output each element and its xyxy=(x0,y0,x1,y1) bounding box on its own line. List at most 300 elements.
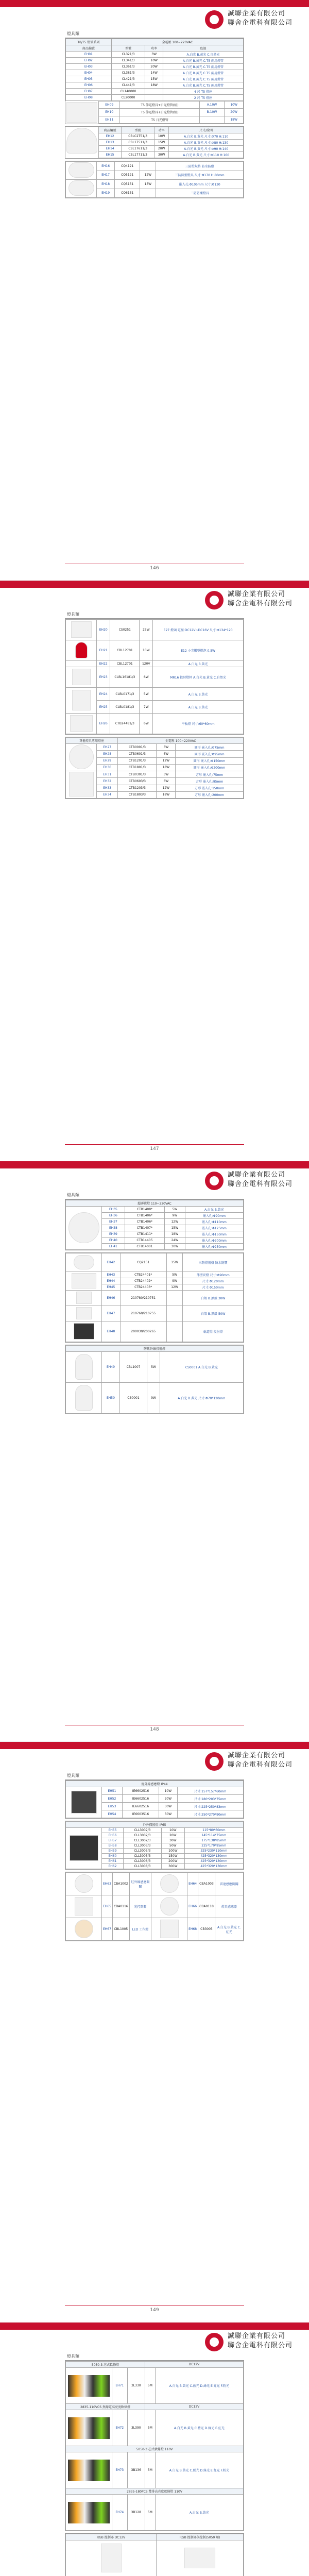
spec: A.白光 B.黃光 尺寸:Φ90 H:140 xyxy=(169,146,244,152)
table-row xyxy=(66,744,244,751)
spec: 三防燈規格 防水防塵 xyxy=(156,162,244,171)
product-code: EH15 xyxy=(99,152,122,158)
model: CLL3005/3 xyxy=(123,1854,161,1859)
model: CTB14001 xyxy=(125,1244,164,1250)
spec: 2 尺 T5 燈座 xyxy=(163,95,243,101)
product-code: EH18 xyxy=(97,180,115,189)
power xyxy=(166,1321,183,1342)
model: CL341/3 xyxy=(111,58,145,64)
model: CTB0301/3 xyxy=(118,771,157,778)
model: CTB0001/3 xyxy=(118,744,157,751)
power: 15W xyxy=(145,76,163,82)
t8-table xyxy=(98,101,244,124)
product-code: EH17 xyxy=(97,171,115,180)
catalog-content xyxy=(65,1772,244,2292)
power: 18W xyxy=(157,791,176,798)
power: 10W xyxy=(161,1828,184,1833)
strip-image xyxy=(68,2460,110,2481)
flood-block xyxy=(65,1821,244,1870)
spec: 三防圓型燈具 尺寸:Φ170 H:80mm xyxy=(156,171,244,180)
table-row xyxy=(66,771,244,778)
catalog-page xyxy=(0,581,309,1161)
model: CLL3006/3 xyxy=(123,1859,161,1864)
product-code: EH49 xyxy=(102,1352,120,1383)
product-code: EH02 xyxy=(66,58,112,64)
power: A.10W xyxy=(199,101,225,109)
power xyxy=(166,1306,183,1321)
ceiling-block xyxy=(65,1199,244,1250)
model: CS0251 xyxy=(110,620,140,640)
light-switch-image xyxy=(75,1897,93,1916)
model: CLL3008/3 xyxy=(123,1864,161,1869)
product-code: EH20 xyxy=(97,620,110,640)
round-lamp-image xyxy=(68,180,94,196)
round-panel-image xyxy=(69,744,94,769)
power: 6W xyxy=(157,751,176,757)
spec: MR16 投射燈杯 A.白光 B.黃光 C.自然光 xyxy=(153,667,244,688)
model: CTB1406* xyxy=(125,1219,164,1225)
power: 6W xyxy=(140,714,153,734)
length: 5M xyxy=(145,2495,156,2531)
company-header xyxy=(228,2332,293,2350)
model: CLBL0171/3 xyxy=(110,688,140,701)
panel-image xyxy=(70,715,93,732)
product-code: EH16 xyxy=(97,162,115,171)
table-row xyxy=(66,620,244,640)
company-name-2: 聯舍企電科有限公司 xyxy=(228,599,293,608)
model: CBLC2T51/3 xyxy=(122,133,154,140)
product-code: EH66 xyxy=(187,1895,198,1918)
power: 6W xyxy=(157,778,176,785)
spec: 425*320*130mm xyxy=(184,1859,243,1864)
table-row xyxy=(66,1895,244,1918)
power: 50W xyxy=(159,1810,177,1818)
col-header: 功率 xyxy=(154,127,168,133)
t5-header: T8/T5 燈管系列 xyxy=(66,39,112,45)
model: CLL3002/3 xyxy=(123,1833,161,1838)
strip-image xyxy=(68,2375,110,2397)
model: CTB0601/3 xyxy=(118,751,157,757)
table-row xyxy=(66,1207,244,1213)
product-code: EH32 xyxy=(97,778,118,785)
product-code: EH63 xyxy=(102,1873,113,1895)
catalog-content xyxy=(65,30,244,550)
table-row xyxy=(99,152,244,158)
power: 30W xyxy=(165,1244,185,1250)
spec: 白殼 B.黑殼 30W xyxy=(183,1291,244,1306)
spec: 425*320*130mm xyxy=(184,1854,243,1859)
panel-voltage: 全電壓 100~220VAC xyxy=(118,738,244,744)
power: 12W xyxy=(140,171,156,180)
sensor-table xyxy=(65,1872,244,1941)
catalog-page xyxy=(0,1161,309,1742)
spec: 嵌入孔:Φ105mm 尺寸:Φ130 xyxy=(156,180,244,189)
product-code: EH41 xyxy=(102,1244,125,1250)
power: 15W xyxy=(165,1225,185,1231)
product-code: EH71 xyxy=(112,2368,128,2404)
catalog-page xyxy=(0,0,309,581)
model: CL421/3 xyxy=(111,76,145,82)
spec: A.白光 B.黃光 C.自然光 xyxy=(163,52,243,58)
model: CTB24402* xyxy=(120,1278,166,1284)
col-header: 尺寸/說明 xyxy=(169,127,244,133)
product-code: EH10 xyxy=(99,109,120,116)
spec: 嵌入孔:Φ90mm xyxy=(185,1213,243,1219)
company-logo-icon xyxy=(205,1172,224,1190)
company-logo-icon xyxy=(205,2333,224,2351)
spec: E12 小尖燭型燈泡 0.5W xyxy=(153,640,244,661)
rgb-header-2: RGB 控制器與控制(5050 用) xyxy=(157,2534,244,2540)
spec: 325*230*110mm xyxy=(184,1849,243,1854)
sensor-flood-image xyxy=(71,1791,97,1814)
spec: 145*114*75mm xyxy=(184,1833,243,1838)
floodlight-image xyxy=(70,1835,98,1861)
table-row xyxy=(66,1383,244,1414)
col-header: 型號 xyxy=(111,45,145,52)
table-row xyxy=(66,162,244,171)
track-light-image xyxy=(76,1307,92,1319)
spec: A.白光 B.黃光 C.T5 兩用燈管 xyxy=(163,58,243,64)
power: 5W xyxy=(166,1272,183,1278)
spec: A.白光 B.黃光 C.紅光 xyxy=(215,1918,243,1941)
power xyxy=(140,162,156,171)
mr16-image xyxy=(72,669,91,685)
spec: 圓形 嵌入孔:Φ95mm xyxy=(176,751,244,757)
model: CTB0603/3 xyxy=(118,778,157,785)
sensor-image xyxy=(160,1897,179,1916)
product-code: EH64 xyxy=(187,1873,198,1895)
strip-block xyxy=(65,2361,244,2531)
panel-block xyxy=(65,737,244,799)
ceiling-table xyxy=(65,1200,244,1250)
model: 3L390 xyxy=(127,2410,145,2446)
product-code: EH68 xyxy=(187,1918,198,1941)
product-code: EH46 xyxy=(102,1291,121,1306)
model: IE6602516 xyxy=(122,1803,159,1810)
ir-block xyxy=(65,1780,244,1819)
model: CL321/3 xyxy=(111,52,145,58)
product-code: EH39 xyxy=(102,1231,125,1238)
table-row xyxy=(66,1306,244,1321)
product-code: EH25 xyxy=(97,701,110,714)
bulb-image xyxy=(75,1385,93,1411)
ceiling-header: 超薄崁燈 110~220VAC xyxy=(66,1200,244,1207)
length: 5M xyxy=(145,2368,156,2404)
model: CTB1406* xyxy=(125,1213,164,1219)
spec: A.白光 B.黃光 C.藍光 D.綠光 E.紅光 F.粉光 xyxy=(155,2452,243,2488)
spec: 圓形 嵌入孔:Φ200mm xyxy=(176,764,244,771)
page-number: 147 xyxy=(0,1146,309,1151)
table-row xyxy=(66,76,244,82)
company-name-1: 誠聯企業有限公司 xyxy=(228,1171,293,1180)
company-header xyxy=(228,1171,293,1189)
model: 200030/200265 xyxy=(120,1321,166,1342)
top-red-bar xyxy=(0,581,309,588)
product-code: EH47 xyxy=(102,1306,121,1321)
product-code: EH40 xyxy=(102,1238,125,1244)
spec: A.白光 B.黃光 尺寸:Φ70 H:110 xyxy=(169,133,244,140)
product-code: EH01 xyxy=(66,52,112,58)
product-code: EH14 xyxy=(99,146,122,152)
strip-image xyxy=(68,2417,110,2439)
table-row xyxy=(66,714,244,734)
spec: 嵌入孔:Φ250mm xyxy=(185,1244,243,1250)
top-red-bar xyxy=(0,0,309,7)
round-lamp-block xyxy=(65,161,244,198)
model: CTB1408* xyxy=(125,1207,164,1213)
product-code: EH06 xyxy=(66,82,112,89)
product-code: EH53 xyxy=(102,1803,123,1810)
strip2-voltage: DC12V xyxy=(145,2404,244,2410)
power: 18W xyxy=(165,1231,185,1238)
misc-table xyxy=(65,1253,244,1342)
table-row xyxy=(99,133,244,140)
spec: A.白光 B.黃光 xyxy=(153,688,244,701)
spec: 嵌入孔:Φ200mm xyxy=(185,1238,243,1244)
table-row xyxy=(66,1918,244,1941)
product-code: EH12 xyxy=(99,133,122,140)
table-row xyxy=(66,89,244,95)
table-row xyxy=(66,1352,244,1383)
table-row xyxy=(66,1787,244,1795)
round-lamp-image xyxy=(68,162,94,178)
power: 15W xyxy=(140,180,156,189)
power: 10W xyxy=(154,133,168,140)
spec: 尺寸:Φ150mm xyxy=(183,1284,244,1291)
page-number: 149 xyxy=(0,2308,309,2313)
product-code: EH73 xyxy=(112,2452,128,2488)
model: CBA1002 xyxy=(112,1873,129,1895)
company-logo-icon xyxy=(205,591,224,609)
product-code: EH65 xyxy=(102,1895,113,1918)
spec: 225*170*95mm xyxy=(184,1843,243,1849)
length: 5M xyxy=(145,2410,156,2446)
product-code: EH04 xyxy=(66,70,112,76)
model: CLBL0181/3 xyxy=(110,701,140,714)
bulb-image xyxy=(66,128,97,154)
footer-divider xyxy=(65,1144,244,1145)
work-light-image xyxy=(160,1920,179,1938)
spec: A.白光 B.黃光 xyxy=(155,2495,243,2531)
spec: A.白光 B.黃光 C.藍光 D.綠光 E.紅光 F.粉光 xyxy=(155,2368,243,2404)
product-code: EH08 xyxy=(66,95,112,101)
company-name-1: 誠聯企業有限公司 xyxy=(228,9,293,19)
spec: 10W xyxy=(225,101,244,109)
company-name-1: 誠聯企業有限公司 xyxy=(228,1751,293,1760)
product-code: EH31 xyxy=(97,771,118,778)
bulb-table xyxy=(98,127,244,158)
product-code: EH44 xyxy=(102,1278,121,1284)
table-row xyxy=(66,1272,244,1278)
spotlight-image xyxy=(72,690,91,710)
product-code: EH57 xyxy=(102,1838,124,1843)
product-code: EH48 xyxy=(102,1321,121,1342)
power xyxy=(145,95,163,101)
spec: 方形 嵌入孔:95mm xyxy=(176,778,244,785)
bulb-image xyxy=(75,1354,93,1380)
col-header: 商品編號 xyxy=(99,127,122,133)
power: B.10W xyxy=(199,109,225,116)
power: 20W xyxy=(161,1833,184,1838)
model: 210780/210751 xyxy=(120,1291,166,1306)
model: CTB1203/3 xyxy=(118,785,157,791)
strip3-header: 5050-3 芯式軟條燈 110V xyxy=(66,2446,244,2452)
rgb-table xyxy=(65,2534,244,2576)
power: 9W xyxy=(147,1383,160,1414)
model: CL140000 xyxy=(111,89,145,95)
ceiling-lamp-image xyxy=(68,1212,99,1243)
table-row xyxy=(66,2368,244,2404)
table-row xyxy=(66,82,244,89)
company-header xyxy=(228,590,293,608)
spec: 方形 嵌入孔:200mm xyxy=(176,791,244,798)
spec: 20W xyxy=(225,109,244,116)
flood-header: 戶外探照燈 IP65 xyxy=(66,1822,244,1828)
spec: A.白光 B.黃光 尺寸:Φ80 H:130 xyxy=(169,140,244,146)
model: CTB24403* xyxy=(120,1284,166,1291)
product-code: EH38 xyxy=(102,1225,125,1231)
spec: 平板燈 尺寸:60*60mm xyxy=(153,714,244,734)
spec: CS0001 A.白光 B.黃光 xyxy=(160,1352,243,1383)
power: 9W xyxy=(166,1278,183,1284)
rgb-block xyxy=(65,2533,244,2576)
product-code: EH36 xyxy=(102,1213,125,1219)
strip4-header: 2835-180PCS 雙排高亮度軟條燈 110V xyxy=(66,2488,244,2495)
company-header xyxy=(228,1751,293,1770)
spec: 薄型崁燈 尺寸:Φ90mm xyxy=(183,1272,244,1278)
company-name-1: 誠聯企業有限公司 xyxy=(228,2332,293,2341)
spec: A.白光 B.黃光 尺寸:Φ70*120mm xyxy=(160,1383,243,1414)
table-row xyxy=(66,58,244,64)
model: CBA0118 xyxy=(198,1895,215,1918)
spec: 175*138*85mm xyxy=(184,1838,243,1843)
power: 7W xyxy=(140,701,153,714)
model: CQ6151 xyxy=(115,189,140,198)
table-row xyxy=(66,2495,244,2531)
spec: E27 燈頭 電壓:DC12V~DC16V 尺寸:Φ134*120 xyxy=(153,620,244,640)
table-row xyxy=(66,2540,244,2576)
product-code: EH03 xyxy=(66,64,112,70)
power: 30W xyxy=(159,1803,177,1810)
power: 200W xyxy=(161,1859,184,1864)
power: 15W xyxy=(154,140,168,146)
product-code: EH05 xyxy=(66,76,112,82)
power xyxy=(145,89,163,95)
model: CBL17611/3 xyxy=(122,146,154,152)
t5-table xyxy=(65,39,244,101)
model: CL441/3 xyxy=(111,82,145,89)
spec: 方形 嵌入孔:75mm xyxy=(176,771,244,778)
model: CTB1201/3 xyxy=(118,757,157,764)
table-row xyxy=(66,95,244,101)
table-row xyxy=(66,2452,244,2488)
model: CS0001 xyxy=(119,1383,147,1414)
product-code: EH19 xyxy=(97,189,115,198)
model: T5 節電燈具+白光燈管(組) xyxy=(120,101,199,109)
product-code: EH23 xyxy=(97,667,110,688)
power: 18W xyxy=(157,764,176,771)
lamp-block xyxy=(65,619,244,735)
misc-block xyxy=(65,1252,244,1343)
product-code: EH52 xyxy=(102,1795,123,1803)
section-title: 燈具類 xyxy=(65,30,244,38)
product-code: EH74 xyxy=(112,2495,128,2531)
spec: 白殼 B.黑殼 50W xyxy=(183,1306,244,1321)
spec: A.白光 B.黃光 xyxy=(153,701,244,714)
model: 3B128 xyxy=(127,2495,145,2531)
track-light-image xyxy=(76,1292,92,1304)
power: 12W xyxy=(157,785,176,791)
spec: A.白光 B.黃光 C.T5 兩用燈管 xyxy=(163,64,243,70)
product-code: EH13 xyxy=(99,140,122,146)
power: 18W xyxy=(145,82,163,89)
model: CTB1407* xyxy=(125,1225,164,1231)
product-code: EH29 xyxy=(97,757,118,764)
page-number: 146 xyxy=(0,566,309,571)
strip2-header: 2835-110VCS 無線電高亮度軟條燈 xyxy=(66,2404,145,2410)
table-row xyxy=(66,667,244,688)
table-row xyxy=(66,1828,244,1833)
top-red-bar xyxy=(0,1161,309,1168)
section-title: 燈具類 xyxy=(65,2352,244,2361)
model: CBL12701 xyxy=(110,661,140,667)
table-row xyxy=(66,2410,244,2446)
power: 25W xyxy=(140,620,153,640)
table-row xyxy=(99,109,244,116)
power: 24W xyxy=(165,1238,185,1244)
company-name-1: 誠聯企業有限公司 xyxy=(228,590,293,599)
power: 30W xyxy=(154,152,168,158)
strip-image xyxy=(68,2502,110,2523)
catalog-page xyxy=(0,1742,309,2323)
spec: A.白光 B.黃光 尺寸:Φ110 H:160 xyxy=(169,152,244,158)
model: CQ4121 xyxy=(115,162,140,171)
spec: 嵌入孔:Φ150mm xyxy=(185,1231,243,1238)
model: 3B136 xyxy=(127,2452,145,2488)
company-logo-icon xyxy=(205,1752,224,1771)
product-code: EH34 xyxy=(97,791,118,798)
ir-header: 紅外線感應燈 IP44 xyxy=(66,1781,244,1787)
company-logo-icon xyxy=(205,10,224,29)
company-name-2: 聯舍企電科有限公司 xyxy=(228,2341,293,2350)
spec: A.白光 B.黃光 xyxy=(185,1207,243,1213)
spotlight-image xyxy=(74,1323,94,1340)
spec: 尺寸:180*203*75mm xyxy=(177,1795,243,1803)
lamp-image xyxy=(71,621,92,638)
company-name-2: 聯舍企電科有限公司 xyxy=(228,19,293,28)
product-code: EH26 xyxy=(97,714,110,734)
power: 12W xyxy=(165,1219,185,1225)
power xyxy=(199,116,225,123)
top-red-bar xyxy=(0,1742,309,1749)
power: 5W xyxy=(140,688,153,701)
power: 10W xyxy=(140,640,153,661)
product-code: EH11 xyxy=(99,116,120,123)
model: CB3005 xyxy=(198,1918,215,1941)
model: CLL3003/3 xyxy=(123,1843,161,1849)
spec: 嵌入孔:Φ110mm xyxy=(185,1219,243,1225)
spec: A.白光 B.黃光 C.T5 兩用燈管 xyxy=(163,70,243,76)
model: T5 日光燈管 xyxy=(120,116,199,123)
table-row xyxy=(66,1291,244,1306)
table-row xyxy=(99,146,244,152)
product-code: EH60 xyxy=(102,1854,124,1859)
power: 6W xyxy=(140,667,153,688)
product-code: EH58 xyxy=(102,1843,124,1849)
model: CL20000 xyxy=(111,95,145,101)
power: 14W xyxy=(145,70,163,76)
model: CLL3002/3 xyxy=(123,1828,161,1833)
